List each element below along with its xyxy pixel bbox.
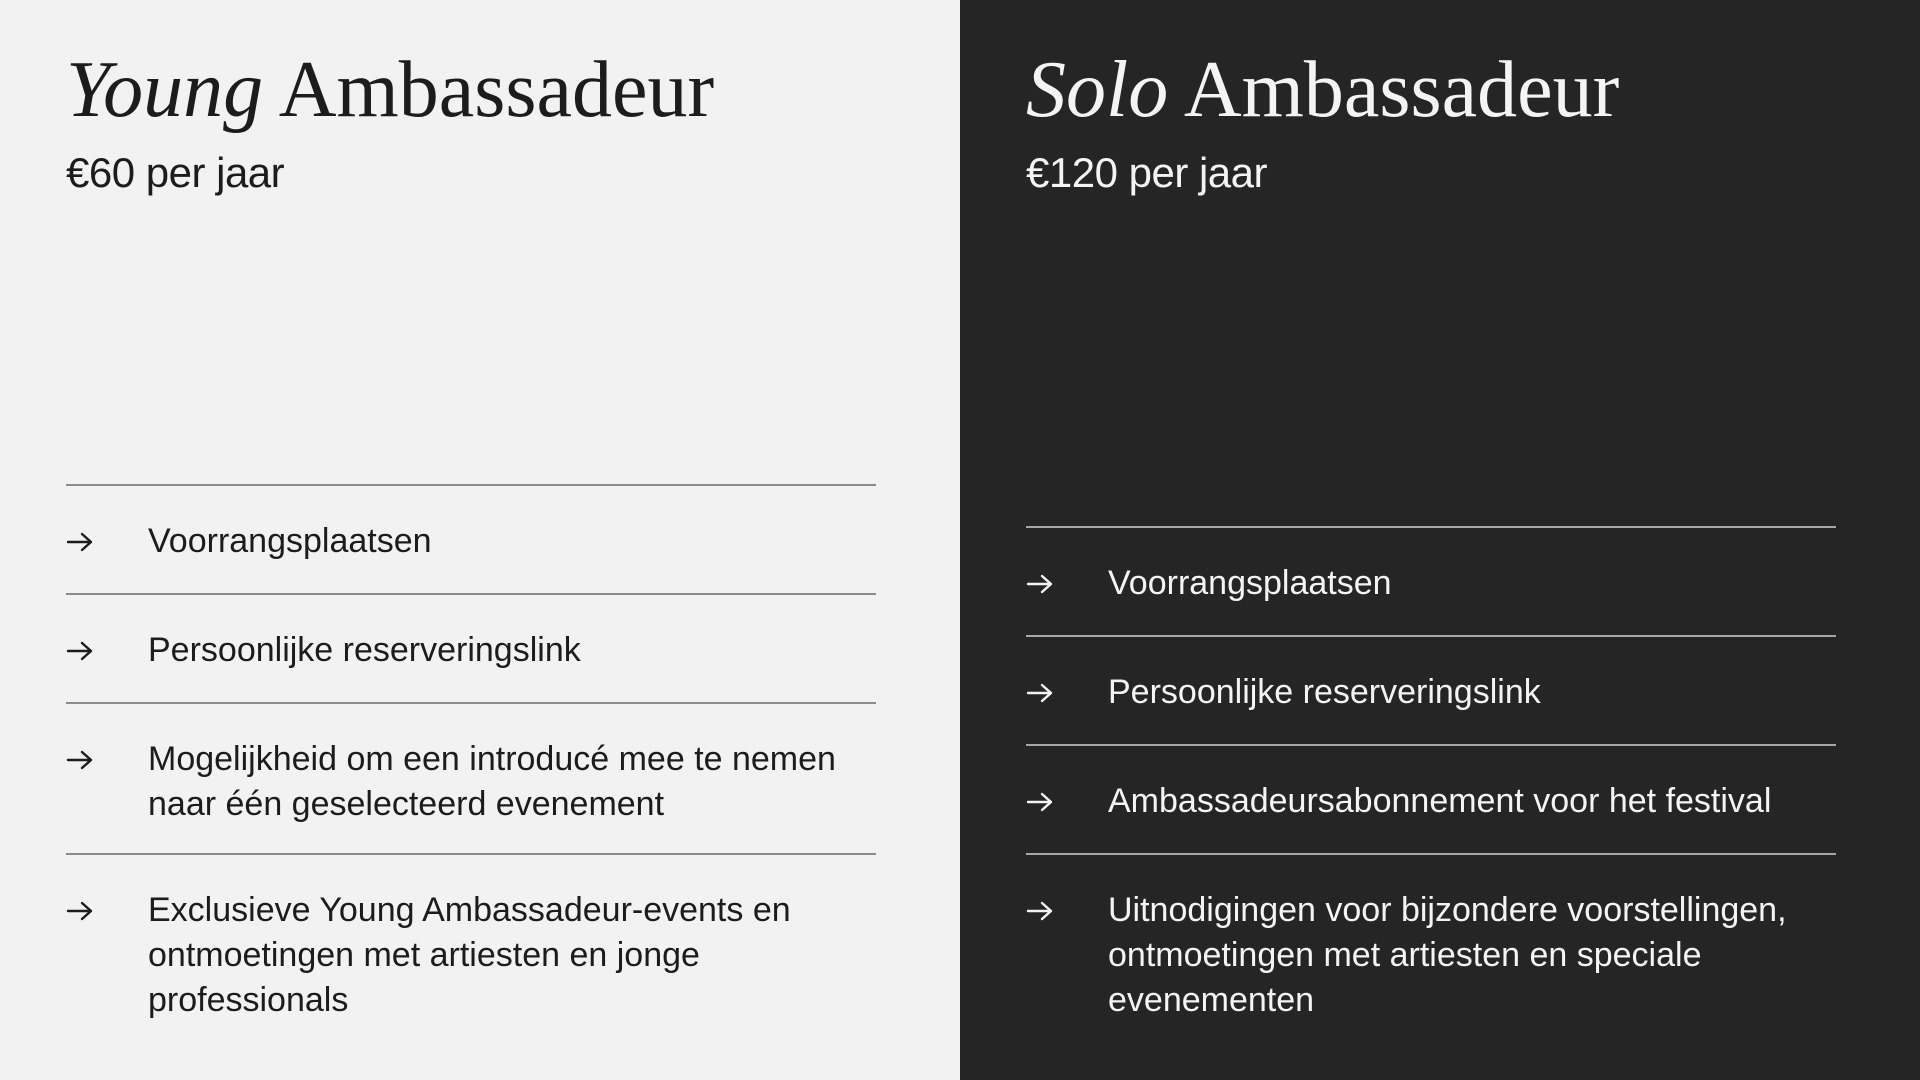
- plan-title: [1026, 44, 1619, 136]
- arrow-right-icon: [1026, 888, 1108, 933]
- feature-item: [1026, 744, 1836, 853]
- feature-text: Uitnodigingen voor bijzondere voorstellingen, ontmoetingen met artiesten en speciale evenementen: [1108, 891, 1787, 1019]
- feature-text: Persoonlijke reserveringslink: [1108, 673, 1541, 711]
- arrow-right-icon: [1026, 670, 1108, 715]
- feature-item: [1026, 635, 1836, 744]
- plan-card-solo: [960, 0, 1920, 1080]
- feature-item: [66, 702, 876, 853]
- arrow-right-icon: [66, 888, 148, 933]
- feature-text: Persoonlijke reserveringslink: [148, 631, 581, 669]
- plan-title-rest: Ambassadeur: [1183, 46, 1620, 134]
- feature-text: Exclusieve Young Ambassadeur-events en ontmoetingen met artiesten en jonge professionals: [148, 891, 791, 1019]
- feature-text: Voorrangsplaatsen: [1108, 564, 1392, 602]
- plan-price: €120 per jaar: [1026, 149, 1268, 196]
- feature-item: [1026, 853, 1836, 1023]
- feature-list: [1026, 526, 1836, 1023]
- feature-item: [1026, 526, 1836, 635]
- feature-item: [66, 484, 876, 593]
- feature-item: [66, 593, 876, 702]
- arrow-right-icon: [66, 737, 148, 782]
- feature-list: [66, 484, 876, 1023]
- arrow-right-icon: [66, 628, 148, 673]
- arrow-right-icon: [66, 519, 148, 564]
- plan-price: €60 per jaar: [66, 149, 285, 196]
- feature-text: Ambassadeursabonnement voor het festival: [1108, 782, 1772, 820]
- arrow-right-icon: [1026, 779, 1108, 824]
- feature-text: Voorrangsplaatsen: [148, 522, 432, 560]
- plan-title: [66, 44, 714, 136]
- arrow-right-icon: [1026, 561, 1108, 606]
- plan-title-rest: Ambassadeur: [278, 46, 715, 134]
- plan-title-italic: Solo: [1026, 46, 1169, 134]
- feature-text: Mogelijkheid om een introducé mee te nemen naar één geselecteerd evenement: [148, 740, 836, 823]
- feature-item: [66, 853, 876, 1023]
- plan-title-italic: Young: [66, 46, 264, 134]
